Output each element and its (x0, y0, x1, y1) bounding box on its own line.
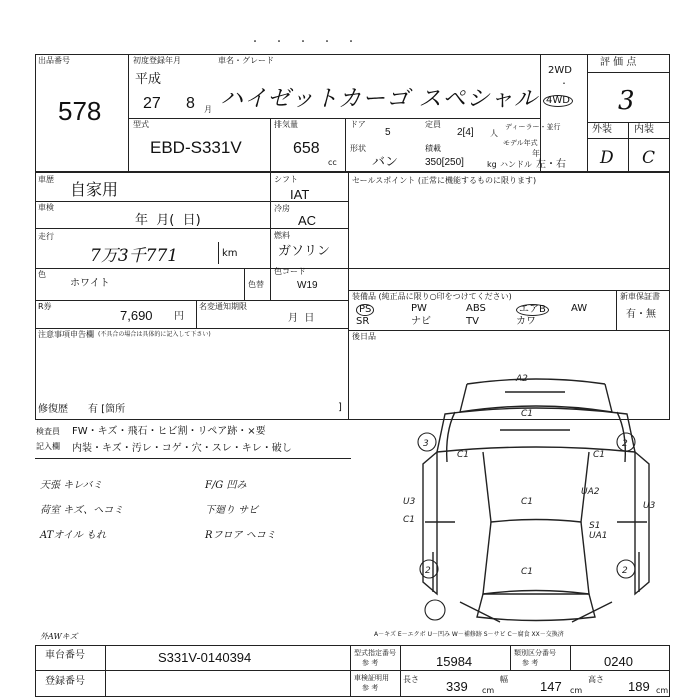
year: 27 (143, 95, 161, 112)
interior-value: C (642, 148, 656, 168)
mark-u3-right: U3 (643, 501, 656, 511)
mark-c1-f: C1 (403, 515, 416, 525)
length-unit: cm (482, 686, 495, 695)
month: 8 (186, 95, 195, 112)
mark-c1-e: C1 (521, 567, 534, 577)
header-top: ・・・・・ (250, 37, 370, 48)
width-unit: cm (570, 686, 583, 695)
dealer-label: ディーラー・並行 (505, 123, 561, 131)
handwritten-note: 下廻り サビ (205, 505, 259, 516)
registration-label: 登録番号 (45, 676, 85, 687)
body-type-label: 形状 (350, 144, 366, 153)
color-code-label: 色コード (274, 267, 306, 276)
equipment-item: AW (571, 303, 588, 314)
equipment-item: エアB (516, 304, 549, 316)
bottom-left-note: 外AWキズ (40, 632, 78, 641)
transfer-label: 名変通知期限 (199, 302, 247, 311)
displacement-value: 658 (293, 140, 320, 157)
mark-a2: A2 (516, 374, 528, 384)
drive-2wd: 2WD (548, 65, 572, 76)
km-label: km (222, 248, 238, 259)
model-designation-label: 型式指定番号 (354, 649, 396, 657)
height-label: 高さ (588, 675, 604, 684)
doors-label: ドア (350, 120, 366, 129)
new-warranty-label: 新車保証書 (620, 292, 660, 301)
handwritten-notes (40, 476, 340, 556)
inspector-label: 検査員 (36, 427, 60, 436)
model-code: EBD-S331V (150, 138, 242, 157)
mark-c1-b: C1 (457, 450, 470, 460)
handwritten-note: F/G 凹み (205, 480, 247, 491)
grade-label: 評 価 点 (600, 57, 637, 68)
cc-label: cc (328, 158, 337, 167)
mark-ua1: UA1 (589, 531, 608, 541)
grade-value: 3 (618, 86, 635, 116)
color-label: 色 (38, 270, 46, 279)
shift-label: シフト (274, 175, 298, 184)
drive-dot: ・ (560, 79, 568, 88)
shift-value: IAT (290, 187, 310, 202)
handle-label: ハンドル (500, 160, 532, 169)
equipment-item: TV (466, 316, 479, 327)
era: 平成 (135, 72, 162, 87)
mark-c1-d: C1 (521, 497, 534, 507)
year-unit: 年 (532, 149, 540, 158)
mark-c1-a: C1 (521, 409, 534, 419)
recycle-label: R券 (38, 302, 52, 311)
month-unit: 月 (204, 105, 212, 114)
dimensions-label: 車検証明用 (354, 674, 389, 682)
repair-label: 修復歴 (38, 404, 68, 415)
load-label: 積載 (425, 144, 441, 153)
mileage-value: 7万3千771 (90, 246, 179, 266)
notes-sub: (不具合の場合は具体的に記入して下さい) (98, 331, 211, 338)
name-grade-label: 車名・グレード (218, 56, 274, 65)
repair-value: 有 [箇所 (88, 404, 126, 415)
drive-4wd: 4WD (543, 95, 573, 107)
doors-value: 5 (385, 127, 391, 138)
interior-label: 内装 (634, 124, 654, 135)
load-value: 350[250] (425, 157, 464, 168)
notes-label: 注意事項申告欄 (38, 330, 94, 339)
transfer-value: 月 日 (288, 313, 315, 324)
fuel-label: 燃料 (274, 231, 290, 240)
width-label: 幅 (500, 675, 508, 684)
repair-close: ] (338, 402, 342, 413)
new-warranty-value: 有・無 (626, 309, 656, 320)
car-name: ハイゼットカーゴ スペシャル (220, 86, 539, 112)
mark-ua2: UA2 (581, 487, 600, 497)
equipment-item: PS (356, 304, 374, 316)
color-code-value: W19 (297, 280, 318, 291)
mark-3: 3 (423, 439, 429, 449)
capacity-unit: 人 (490, 129, 498, 138)
height-value: 189 (628, 679, 650, 694)
equipment-grid (352, 304, 614, 330)
equipment-item: ナビ (411, 316, 431, 327)
entry-items: 内装・キズ・汚レ・コゲ・穴・スレ・キレ・破し (72, 443, 292, 454)
equipment-item: PW (411, 303, 427, 314)
equipment-item: ABS (466, 303, 486, 314)
exterior-label: 外装 (592, 124, 612, 135)
fuel-value: ガソリン (278, 244, 331, 259)
body-type-value: バン (372, 155, 399, 170)
legend: A－キズ E－エクボ U－凹み W－補修跡 S－サビ C－腐食 XX－交換済 (374, 631, 564, 638)
sales-point-label: セールスポイント (正常に機能するものに限ります) (352, 176, 537, 185)
category-sub: 参 考 (522, 659, 539, 667)
color-value: ホワイト (70, 278, 110, 289)
inspection-label: 車検 (38, 203, 54, 212)
category-label: 類別区分番号 (514, 649, 556, 657)
header-frame (35, 54, 670, 172)
mileage-label: 走行 (38, 232, 54, 241)
dimensions-sub: 参 考 (362, 684, 379, 692)
category-value: 0240 (604, 654, 633, 669)
length-value: 339 (446, 679, 468, 694)
lot-label: 出品番号 (38, 56, 70, 65)
lot-number: 578 (58, 96, 102, 126)
width-value: 147 (540, 679, 562, 694)
after-parts-label: 後日品 (352, 332, 376, 341)
model-designation-sub: 参 考 (362, 659, 379, 667)
chassis-label: 車台番号 (45, 650, 85, 661)
mark-u3-left: U3 (403, 497, 416, 507)
car-damage-diagram (405, 372, 667, 634)
mark-2c: 2 (622, 566, 628, 576)
inspector-items: FW・キズ・飛石・ヒビ割・リペア跡・×要 (72, 426, 266, 437)
handle-value: 左・右 (536, 159, 566, 170)
capacity-value: 2[4] (457, 127, 474, 138)
inspection-value: 年 月( 日) (135, 213, 201, 228)
exterior-value: D (600, 148, 614, 168)
recycle-value: 7,690 (120, 308, 153, 323)
entry-label: 記入欄 (36, 442, 60, 451)
equipment-item: カワ (516, 316, 536, 327)
first-reg-label: 初度登録年月 (133, 56, 181, 65)
ac-label: 冷房 (274, 204, 290, 213)
equipment-item: SR (356, 316, 370, 327)
mark-2a: 2 (622, 439, 628, 449)
history-label: 車歴 (38, 175, 54, 184)
model-year-label: モデル年式 (503, 139, 538, 147)
displacement-label: 排気量 (274, 120, 298, 129)
equipment-label: 装備品 (純正品に限り○印をつけてください) (352, 292, 512, 301)
mark-s1: S1 (589, 521, 601, 531)
height-unit: cm (656, 686, 669, 695)
mark-2b: 2 (425, 566, 431, 576)
color-change-label: 色替 (248, 280, 264, 289)
kg-label: kg (487, 160, 497, 169)
history-value: 自家用 (70, 180, 119, 199)
handwritten-note: 荷室 キズ、ヘコミ (40, 505, 124, 516)
capacity-label: 定員 (425, 120, 441, 129)
handwritten-note: Rフロア ヘコミ (205, 530, 276, 541)
chassis-value: S331V-0140394 (158, 650, 252, 665)
ac-value: AC (298, 213, 317, 228)
mark-c1-c: C1 (593, 450, 606, 460)
length-label: 長さ (403, 675, 419, 684)
model-designation-value: 15984 (436, 654, 473, 669)
model-label: 型式 (133, 120, 149, 129)
handwritten-note: 天張 キレバミ (40, 480, 103, 491)
yen-label: 円 (174, 311, 184, 322)
handwritten-note: ATオイル もれ (40, 530, 107, 541)
